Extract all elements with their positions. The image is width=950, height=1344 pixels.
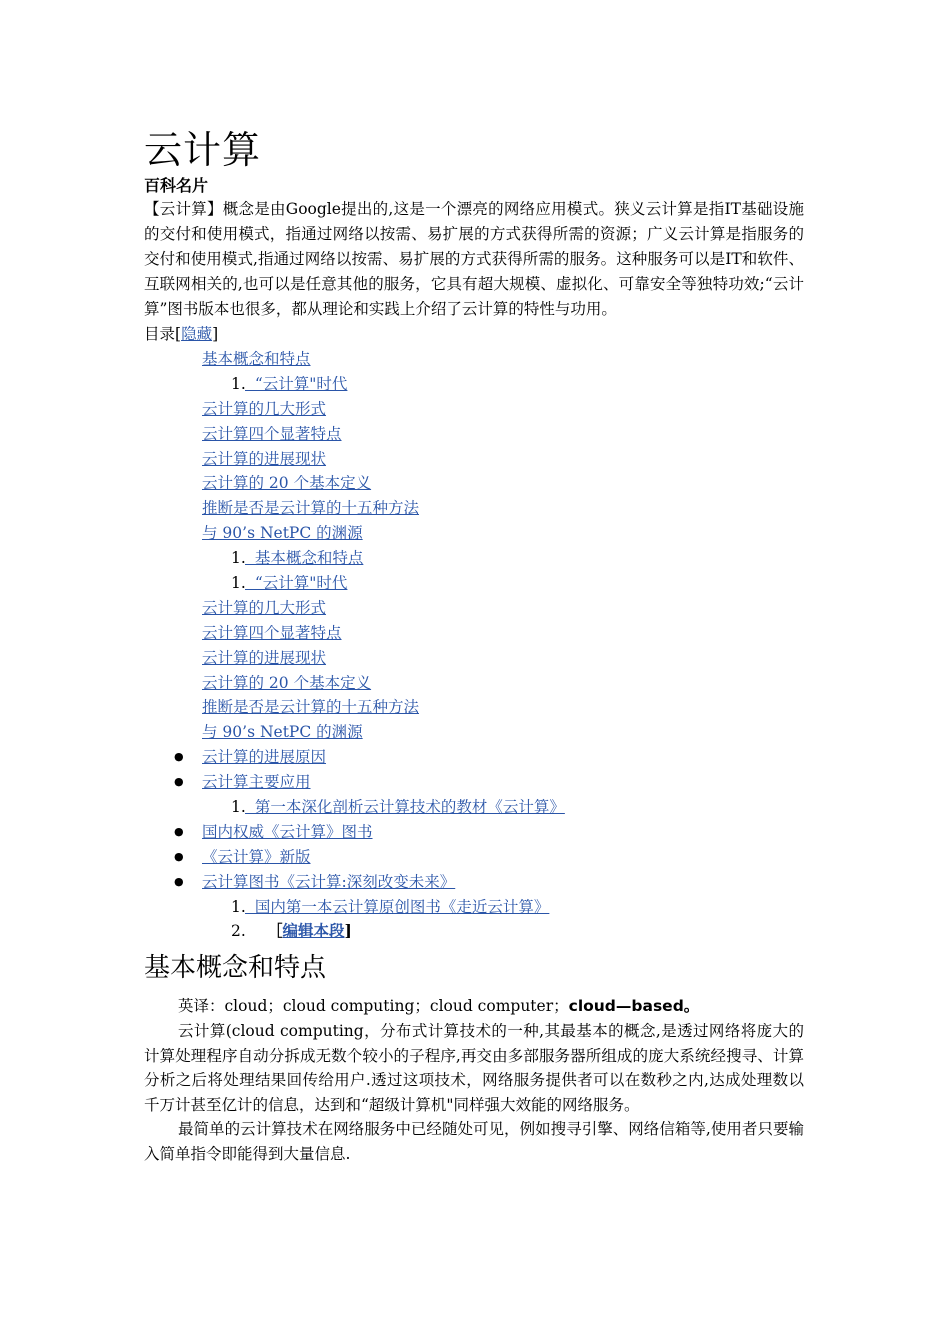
toc-item [144,521,804,546]
document-page [144,125,804,1167]
toc-link[interactable]: 云计算的进展原因 [202,748,327,767]
bullet-icon: ● [174,824,184,838]
toc-link[interactable]: 国内第一本云计算原创图书《走近云计算》 [245,897,550,916]
toc-item-number: 2. [231,922,246,941]
translation-bold: cloud—based。 [568,997,700,1016]
toc-close: ] [212,325,219,343]
page-title: 云计算 [144,128,262,172]
toc-link[interactable]: 基本概念和特点 [245,549,364,568]
body-paragraph-2: 最简单的云计算技术在网络服务中已经随处可见，例如搜寻引擎、网络信箱等,使用者只要输入简单指令即能得到大量信息. [144,1120,804,1163]
translation-prefix: 英译：cloud；cloud computing；cloud computer； [178,997,569,1016]
toc-link[interactable]: 云计算的 20 个基本定义 [202,673,372,692]
toc-link[interactable]: 云计算的几大形式 [202,399,327,418]
edit-close-bracket: ] [344,921,352,941]
toc-item [144,347,804,372]
toc-item [144,447,804,472]
toc-item-number: 1. [231,549,246,568]
toc-link[interactable]: 云计算四个显著特点 [202,623,342,642]
toc-link[interactable]: 云计算四个显著特点 [202,424,342,443]
toc-item [144,397,804,422]
toc-link[interactable]: 基本概念和特点 [202,350,311,368]
toc-item [144,671,804,696]
edit-open-bracket: ［ [267,921,283,941]
toc-link[interactable]: 第一本深化剖析云计算技术的教材《云计算》 [245,798,565,817]
bullet-icon: ● [174,849,184,863]
bullet-icon: ● [174,874,184,888]
toc-item [144,621,804,646]
toc-link[interactable]: 云计算图书《云计算:深刻改变未来》 [202,872,456,891]
toc-item [144,471,804,496]
toc-item-number: 1. [231,574,246,593]
toc-link[interactable]: 云计算的几大形式 [202,598,327,617]
toc-link[interactable]: 与 90’s NetPC 的渊源 [202,524,363,543]
toc-item [144,845,804,870]
toc-link[interactable]: “云计算"时代 [245,374,348,393]
toc-heading [144,322,804,347]
body-paragraph-1: 云计算(cloud computing，分布式计算技术的一种,其最基本的概念,是透过网络将庞大的计算处理程序自动分拆成无数个较小的子程序,再交由多部服务器所组成的庞大系统经搜寻、计算分析之后将处理结果回传给用户.透过这项技术，网络服务提供者可以在数秒之内,达成处理数以千万计甚至亿计的信息，达到和“超级计算机"同样强大效能的网络服务。 [144,1021,804,1114]
toc-item [144,895,804,920]
toc-item [144,770,804,795]
toc-hide-link[interactable]: 隐藏 [181,325,213,343]
toc-link[interactable]: 与 90’s NetPC 的渊源 [202,723,363,742]
table-of-contents [144,347,804,944]
toc-item-number: 1. [231,798,246,817]
toc-item [144,646,804,671]
toc-item [144,720,804,745]
toc-label: 目录[ [144,325,182,343]
page-subtitle: 百科名片 [144,176,209,195]
intro-paragraph: 【云计算】概念是由Google提出的,这是一个漂亮的网络应用模式。狭义云计算是指IT基础设施的交付和使用模式，指通过网络以按需、易扩展的方式获得所需的资源；广义云计算是指服务的交付和使用模式,指通过网络以按需、易扩展的方式获得所需的服务。这种服务可以是IT和软件、互联网相关的,也可以是任意其他的服务，它具有超大规模、虚拟化、可靠安全等独特功效;“云计算”图书版本也很多，都从理论和实践上介绍了云计算的特性与功用。 [144,200,804,318]
toc-link[interactable]: 推断是否是云计算的十五种方法 [202,698,420,717]
toc-link[interactable]: 云计算的进展现状 [202,449,327,468]
toc-item-number: 1. [231,897,246,916]
edit-section-link[interactable]: 编辑本段 [282,921,345,941]
toc-link[interactable]: 国内权威《云计算》图书 [202,822,373,841]
toc-item [144,870,804,895]
toc-item [144,546,804,571]
toc-link[interactable]: 《云计算》新版 [202,847,311,866]
toc-item-number: 1. [231,374,246,393]
bullet-icon: ● [174,775,184,789]
toc-link[interactable]: 云计算的 20 个基本定义 [202,474,372,493]
toc-link[interactable]: 推断是否是云计算的十五种方法 [202,499,420,518]
bullet-icon: ● [174,750,184,764]
toc-link[interactable]: “云计算"时代 [245,574,348,593]
toc-item [144,596,804,621]
toc-item [144,695,804,720]
toc-item [144,496,804,521]
toc-item [144,745,804,770]
toc-item [144,571,804,596]
edit-section-row [144,919,804,944]
toc-item [144,820,804,845]
toc-item [144,795,804,820]
toc-link[interactable]: 云计算的进展现状 [202,648,327,667]
toc-link[interactable]: 云计算主要应用 [202,773,311,792]
translation-line [144,994,804,1019]
toc-item [144,422,804,447]
toc-item [144,372,804,397]
section-heading: 基本概念和特点 [144,953,327,984]
